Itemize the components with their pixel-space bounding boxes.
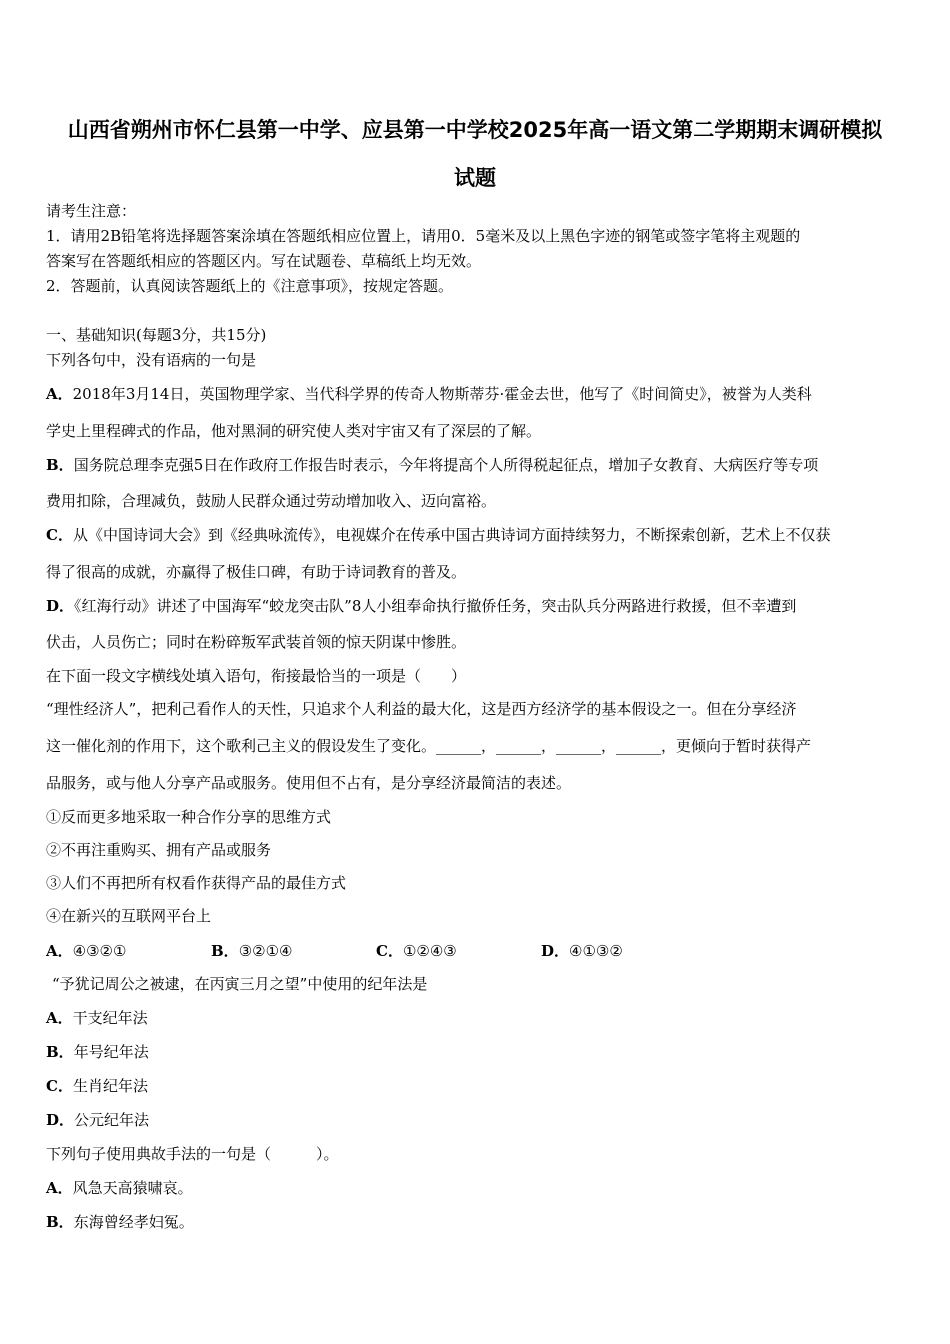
q1-option-a-line2: 学史上里程碑式的作品，他对黑洞的研究使人类对宇宙又有了深层的了解。 [46,422,542,440]
q2-option-d-text: ④①③② [569,942,623,960]
q1-option-d-label: D． [46,597,75,615]
q2-option-a-label: A． [46,942,73,960]
q4-option-a-text: 风急天高猿啸哀。 [72,1179,193,1197]
q2-option-b-text: ③②①④ [238,942,293,960]
q1-option-c-text: 从《中国诗词大会》到《经典咏流传》，电视媒介在传承中国古典诗词方面持续努力，不断探索创新，艺术上不仅获 [72,526,831,544]
q4-option-a-label: A． [46,1179,73,1197]
doc-title-line1: 山西省朔州市怀仁县第一中学、应县第一中学校2025年高一语文第二学期期末调研模拟 [67,118,883,142]
q2-sentence-4: ④在新兴的互联网平台上 [46,907,212,925]
q3-stem: “予犹记周公之被逮，在丙寅三月之望”中使用的纪年法是 [52,975,428,993]
q2-option-d [541,940,623,961]
q2-option-b-label: B． [211,942,239,960]
q1-option-c-label: C． [46,526,73,544]
q3-option-d-text: 公元纪年法 [74,1111,150,1129]
q2-option-c-label: C． [376,942,403,960]
q3-option-b-label: B． [46,1043,74,1061]
q1-option-c [46,525,830,545]
notice-item1-line1: 1．请用2B铅笔将选择题答案涂填在答题纸相应位置上，请用0．5毫米及以上黑色字迹的钢笔或签字笔将主观题的 [46,227,801,245]
q1-option-b [46,455,818,475]
q2-stem: 在下面一段文字横线处填入语句，衔接最恰当的一项是（ ） [46,667,467,685]
q1-option-b-label: B． [46,456,74,474]
notice-item1-line2: 答案写在答题纸相应的答题区内。写在试题卷、草稿纸上均无效。 [46,252,482,270]
q2-options [46,940,746,962]
q2-option-c [376,940,457,961]
q3-option-d [46,1110,149,1130]
q2-option-d-label: D． [541,942,570,960]
q1-option-d-text: 《红海行动》讲述了中国海军“蛟龙突击队”8人小组奉命执行撤侨任务，突击队兵分两路进行救援，但不幸遭到 [74,597,797,615]
notice-heading: 请考生注意： [46,202,137,220]
q1-option-d [46,596,796,616]
q2-sentence-3: ③人们不再把所有权看作获得产品的最佳方式 [46,874,347,892]
q4-option-a [46,1178,193,1198]
q4-option-b [46,1212,194,1232]
q4-option-b-label: B． [46,1213,74,1231]
q2-option-a-text: ④③②① [72,942,127,960]
q1-stem: 下列各句中，没有语病的一句是 [46,351,257,369]
q2-passage-line2: 这一催化剂的作用下，这个歌利己主义的假设发生了变化。______，______，______，______，更倾向于暂时获得产 [46,737,812,755]
q4-option-b-text: 东海曾经孝妇冤。 [73,1213,194,1231]
q1-option-d-line2: 伏击，人员伤亡；同时在粉碎叛军武装首领的惊天阴谋中惨胜。 [46,633,467,651]
q3-option-b [46,1042,149,1062]
q3-option-a [46,1008,148,1028]
q1-option-b-line2: 费用扣除，合理减负，鼓励人民群众通过劳动增加收入、迈向富裕。 [46,492,497,510]
q2-option-b [211,940,292,961]
q2-option-a [46,940,126,961]
q3-option-a-label: A． [46,1009,73,1027]
q1-option-a [46,384,812,404]
notice-item2: 2．答题前，认真阅读答题纸上的《注意事项》，按规定答题。 [46,277,454,295]
q3-option-a-text: 干支纪年法 [72,1009,148,1027]
q1-option-c-line2: 得了很高的成就，亦赢得了极佳口碑，有助于诗词教育的普及。 [46,563,467,581]
q2-sentence-2: ②不再注重购买、拥有产品或服务 [46,841,272,859]
q1-option-a-label: A． [46,385,73,403]
q2-option-c-text: ①②④③ [402,942,457,960]
q2-passage-line3: 品服务，或与他人分享产品或服务。使用但不占有，是分享经济最简洁的表述。 [46,774,572,792]
q3-option-c-label: C． [46,1077,73,1095]
q3-option-c [46,1076,148,1096]
q3-option-c-text: 生肖纪年法 [72,1077,148,1095]
q3-option-d-label: D． [46,1111,75,1129]
q3-option-b-text: 年号纪年法 [73,1043,149,1061]
q4-stem: 下列句子使用典故手法的一句是（ ）。 [46,1145,339,1163]
q2-sentence-1: ①反而更多地采取一种合作分享的思维方式 [46,808,332,826]
q2-passage-line1: “理性经济人”，把利己看作人的天性，只追求个人利益的最大化，这是西方经济学的基本假设之一。但在分享经济 [46,700,797,718]
q1-option-a-text: 2018年3月14日，英国物理学家、当代科学界的传奇人物斯蒂芬·霍金去世，他写了《时间简史》，被誉为人类科 [72,385,812,403]
q1-option-b-text: 国务院总理李克强5日在作政府工作报告时表示，今年将提高个人所得税起征点，增加子女教育、大病医疗等专项 [73,456,819,474]
doc-title-line2: 试题 [454,166,496,190]
section1-heading: 一、基础知识(每题3分，共15分) [46,326,267,344]
